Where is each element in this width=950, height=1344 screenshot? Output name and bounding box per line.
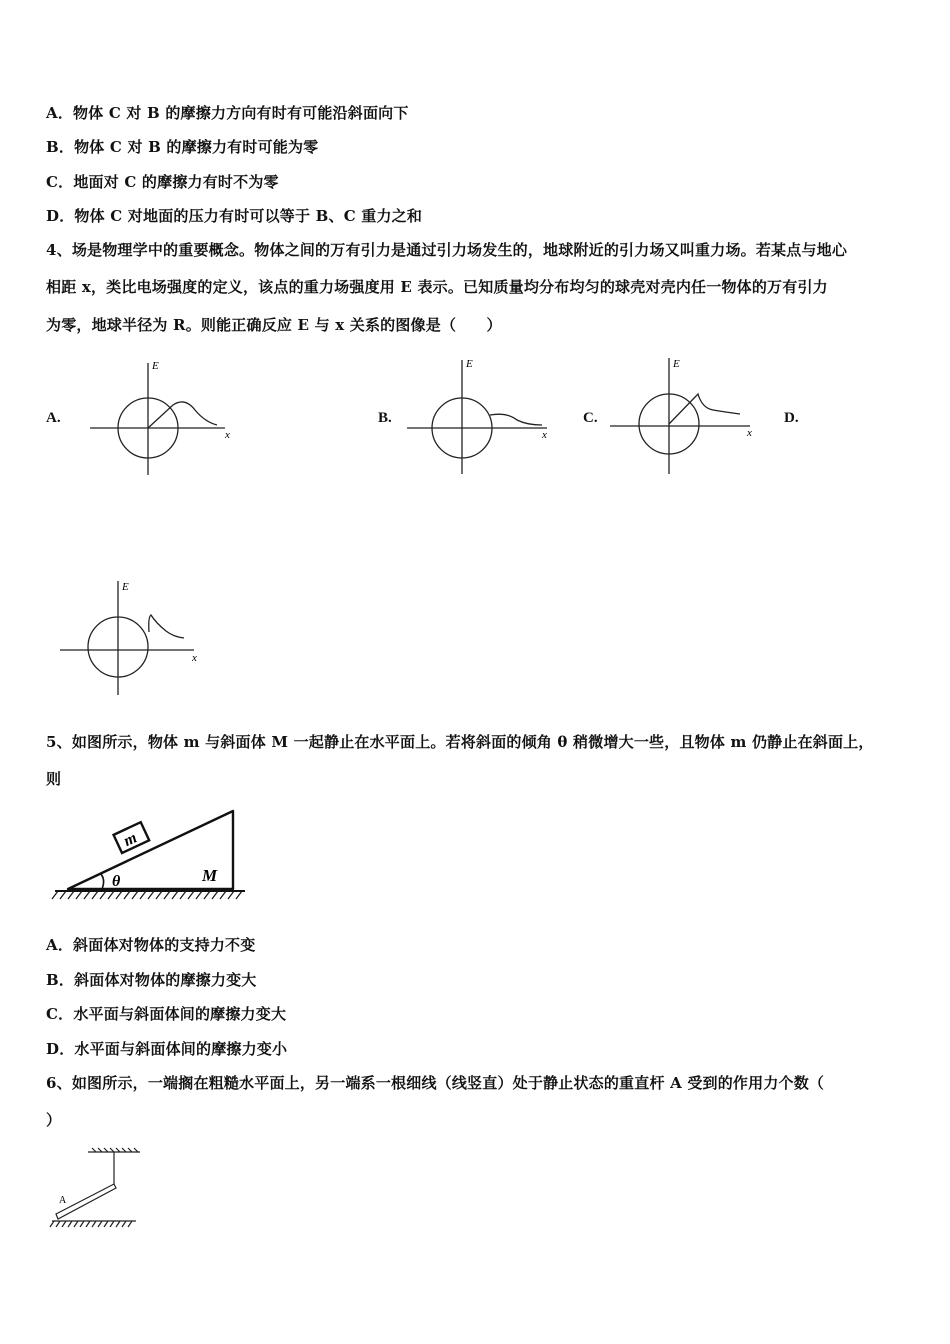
q5-incline-figure <box>50 805 250 905</box>
axis-label-x: x <box>225 429 230 441</box>
q4-graph-a <box>85 355 245 480</box>
q4-graph-d-label: D. <box>784 410 799 426</box>
q4-graph-c-label: C. <box>583 410 598 426</box>
q4-graph-d <box>56 575 216 700</box>
q4-graph-c <box>605 352 765 477</box>
q3-option-d: D．物体 C 对地面的压力有时可以等于 B、C 重力之和 <box>46 207 423 225</box>
axis-label-e: E <box>122 581 129 593</box>
axis-label-x: x <box>192 652 197 664</box>
axis-label-x: x <box>747 427 752 439</box>
rod-label-a: A <box>59 1195 67 1206</box>
q5-stem-line-2: 则 <box>46 770 62 788</box>
q6-rod-figure <box>48 1148 148 1233</box>
q5-stem-line-1: 5、如图所示，物体 m 与斜面体 M 一起静止在水平面上。若将斜面的倾角 θ 稍微增大一些，且物体 m 仍静止在斜面上， <box>46 733 874 751</box>
q6-stem-line-2: ） <box>46 1111 62 1129</box>
q4-graph-a-label: A. <box>46 410 61 426</box>
q4-stem-line-2: 相距 x，类比电场强度的定义，该点的重力场强度用 E 表示。已知质量均分布均匀的球壳对壳内任一物体的万有引力 <box>46 278 828 296</box>
q6-stem-line-1: 6、如图所示，一端搁在粗糙水平面上，另一端系一根细线（线竖直）处于静止状态的重直杆 A 受到的作用力个数（ <box>46 1074 825 1092</box>
q3-option-c: C．地面对 C 的摩擦力有时不为零 <box>46 173 279 191</box>
ground-hatching <box>52 891 242 899</box>
q5-option-b: B．斜面体对物体的摩擦力变大 <box>46 971 257 989</box>
q5-option-c: C．水平面与斜面体间的摩擦力变大 <box>46 1005 287 1023</box>
axis-label-e: E <box>673 358 680 370</box>
axis-label-e: E <box>466 358 473 370</box>
q4-stem-line-1: 4、场是物理学中的重要概念。物体之间的万有引力是通过引力场发生的，地球附近的引力场又叫重力场。若某点与地心 <box>46 241 848 259</box>
q5-option-a: A．斜面体对物体的支持力不变 <box>46 936 256 954</box>
angle-label-theta: θ <box>112 873 121 890</box>
axis-label-x: x <box>542 429 547 441</box>
angle-arc <box>100 873 104 889</box>
q4-graph-b <box>402 352 562 477</box>
q3-option-a: A．物体 C 对 B 的摩擦力方向有时有可能沿斜面向下 <box>46 104 409 122</box>
q4-stem-line-3: 为零，地球半径为 R。则能正确反应 E 与 x 关系的图像是（ ） <box>46 316 502 334</box>
q3-option-b: B．物体 C 对 B 的摩擦力有时可能为零 <box>46 138 319 156</box>
wedge-label-m: M <box>202 866 218 885</box>
block-label-m: m <box>121 829 140 851</box>
q4-graph-b-label: B. <box>378 410 392 426</box>
axis-label-e: E <box>152 360 159 372</box>
q5-option-d: D．水平面与斜面体间的摩擦力变小 <box>46 1040 288 1058</box>
